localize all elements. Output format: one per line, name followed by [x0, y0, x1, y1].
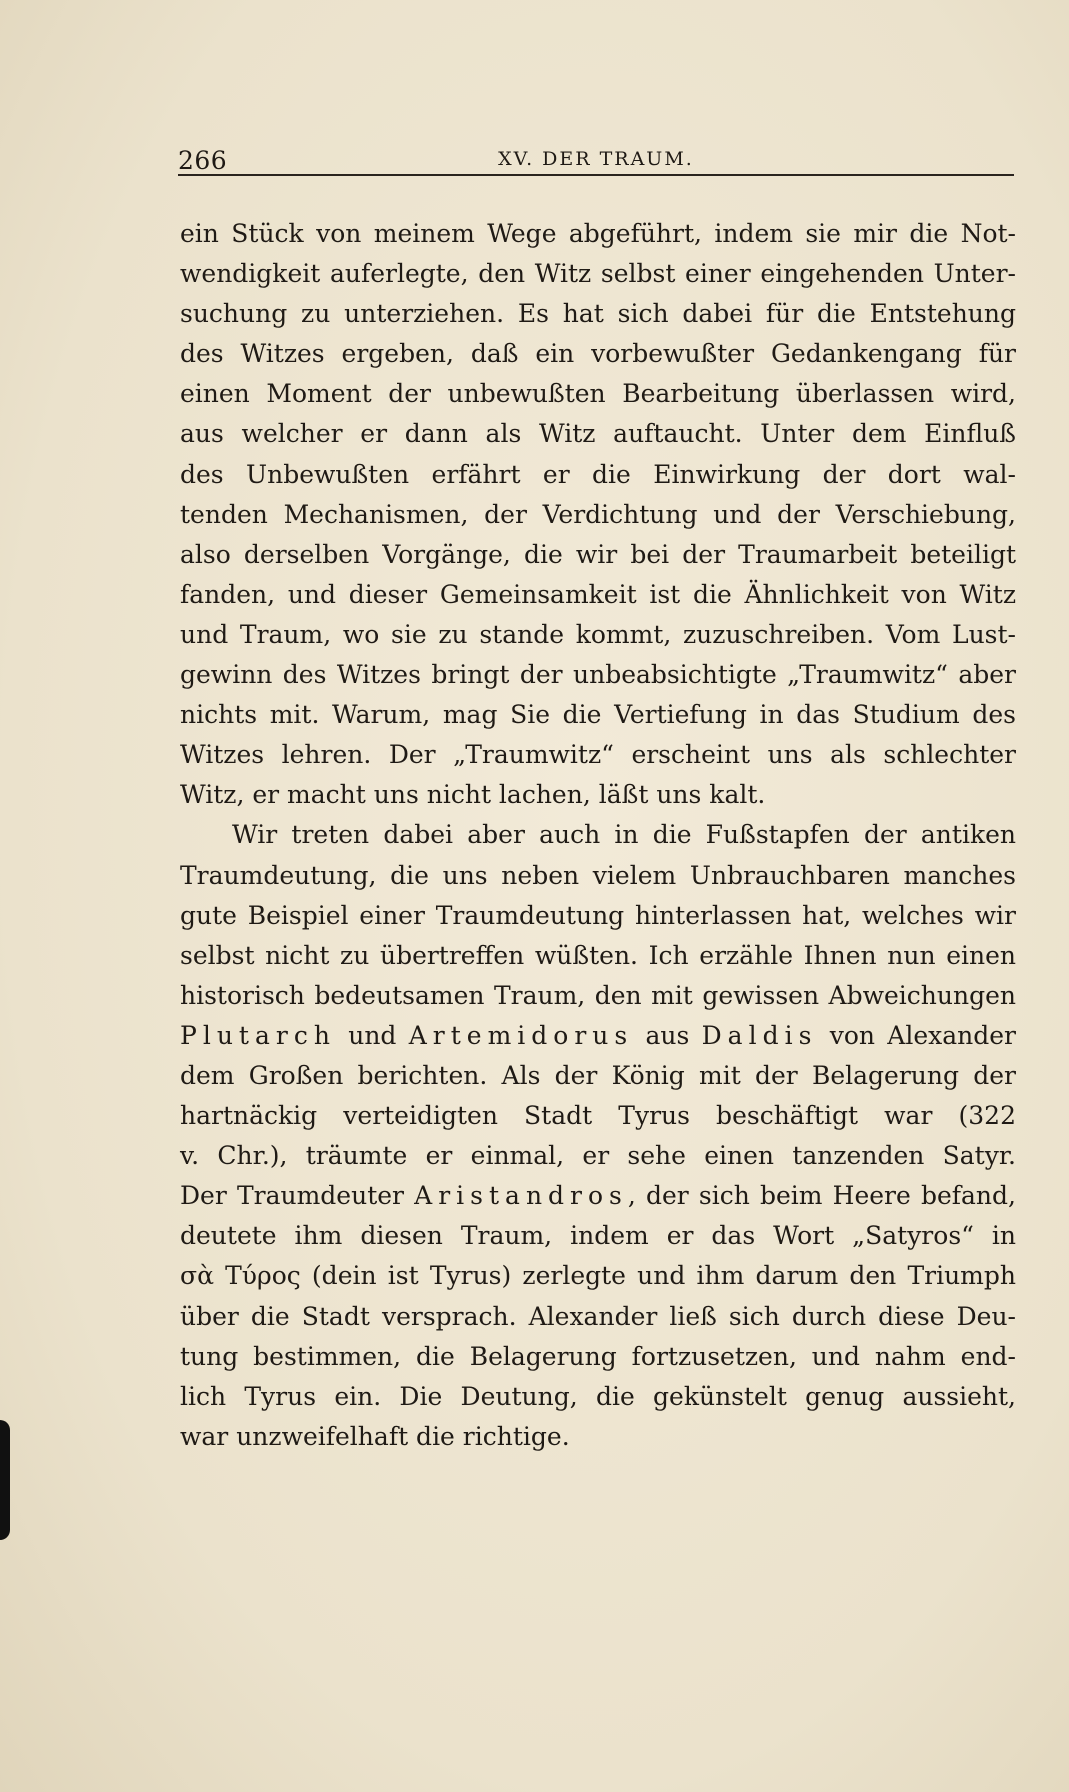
text-line: war unzweifelhaft die richtige.	[180, 1421, 570, 1451]
text-line: also derselben Vorgänge, die wir bei der Traumarbeit beteiligt	[180, 539, 1016, 569]
name-aristandros: Aristandros	[414, 1181, 628, 1211]
running-title: XV. DER TRAUM.	[498, 148, 694, 170]
text-line: einen Moment der unbewußten Bearbeitung überlassen wird,	[180, 379, 1016, 409]
text-fragment: , der sich beim Heere befand,	[627, 1181, 1016, 1211]
text-line: aus welcher er dann als Witz auftaucht. Unter dem Einfluß	[180, 419, 1016, 449]
text-line: historisch bedeutsamen Traum, den mit gewissen Abweichungen	[180, 980, 1016, 1010]
text-line: Witz, er macht uns nicht lachen, läßt uns kalt.	[180, 780, 766, 810]
text-line: v. Chr.), träumte er einmal, er sehe einen tanzenden Satyr.	[180, 1141, 1016, 1171]
text-line: dem Großen berichten. Als der König mit der Belagerung der	[180, 1060, 1016, 1090]
text-line: wendigkeit auferlegte, den Witz selbst einer eingehenden Unter-	[180, 259, 1016, 289]
text-line: gewinn des Witzes bringt der unbeabsichtigte „Traumwitz“ aber	[180, 660, 1016, 690]
text-line: über die Stadt versprach. Alexander ließ sich durch diese Deu-	[180, 1301, 1016, 1331]
text-line: suchung zu unterziehen. Es hat sich dabei für die Entstehung	[180, 299, 1016, 329]
page-edge-mark	[0, 1420, 10, 1540]
name-artemidorus: Artemidorus	[408, 1020, 634, 1050]
text-line: nichts mit. Warum, mag Sie die Vertiefung in das Studium des	[180, 700, 1016, 730]
text-line: σὰ Τύρος (dein ist Tyrus) zerlegte und ihm darum den Triumph	[180, 1261, 1016, 1291]
page-number: 266	[178, 146, 228, 175]
text-line: Witzes lehren. Der „Traumwitz“ erscheint uns als schlechter	[180, 740, 1016, 770]
text-line: hartnäckig verteidigten Stadt Tyrus beschäftigt war (322	[180, 1101, 1016, 1131]
text-fragment: Der Traumdeuter	[180, 1181, 415, 1211]
text-line: und Traum, wo sie zu stande kommt, zuzuschreiben. Vom Lust-	[180, 619, 1016, 649]
text-line: fanden, und dieser Gemeinsamkeit ist die Ähnlichkeit von Witz	[180, 579, 1016, 609]
name-daldis: Daldis	[701, 1020, 818, 1050]
text-line: selbst nicht zu übertreffen wüßten. Ich erzähle Ihnen nun einen	[180, 940, 1016, 970]
text-fragment: und	[335, 1020, 409, 1050]
text-line: ein Stück von meinem Wege abgeführt, indem sie mir die Not-	[180, 219, 1016, 248]
paragraph-first-line: Wir treten dabei aber auch in die Fußstapfen der antiken	[232, 820, 1016, 850]
header-rule	[178, 174, 1014, 176]
text-line-aristandros	[180, 1176, 1016, 1216]
body-text	[180, 214, 1016, 1457]
text-line: tenden Mechanismen, der Verdichtung und der Verschiebung,	[180, 499, 1016, 529]
name-plutarch: Plutarch	[180, 1020, 336, 1050]
text-line: tung bestimmen, die Belagerung fortzusetzen, und nahm end-	[180, 1341, 1016, 1371]
text-line: gute Beispiel einer Traumdeutung hinterlassen hat, welches wir	[180, 900, 1016, 930]
text-line: Traumdeutung, die uns neben vielem Unbrauchbaren manches	[180, 860, 1016, 890]
text-line: des Witzes ergeben, daß ein vorbewußter Gedankengang für	[180, 339, 1016, 369]
page-header	[178, 146, 1014, 176]
text-line: des Unbewußten erfährt er die Einwirkung der dort wal-	[180, 459, 1016, 489]
text-line: deutete ihm diesen Traum, indem er das Wort „Satyros“ in	[180, 1221, 1016, 1251]
text-fragment: aus	[633, 1020, 702, 1050]
text-fragment: von Alexander	[817, 1020, 1016, 1050]
text-line-names	[180, 1016, 1016, 1056]
text-line: lich Tyrus ein. Die Deutung, die gekünstelt genug aussieht,	[180, 1381, 1016, 1411]
